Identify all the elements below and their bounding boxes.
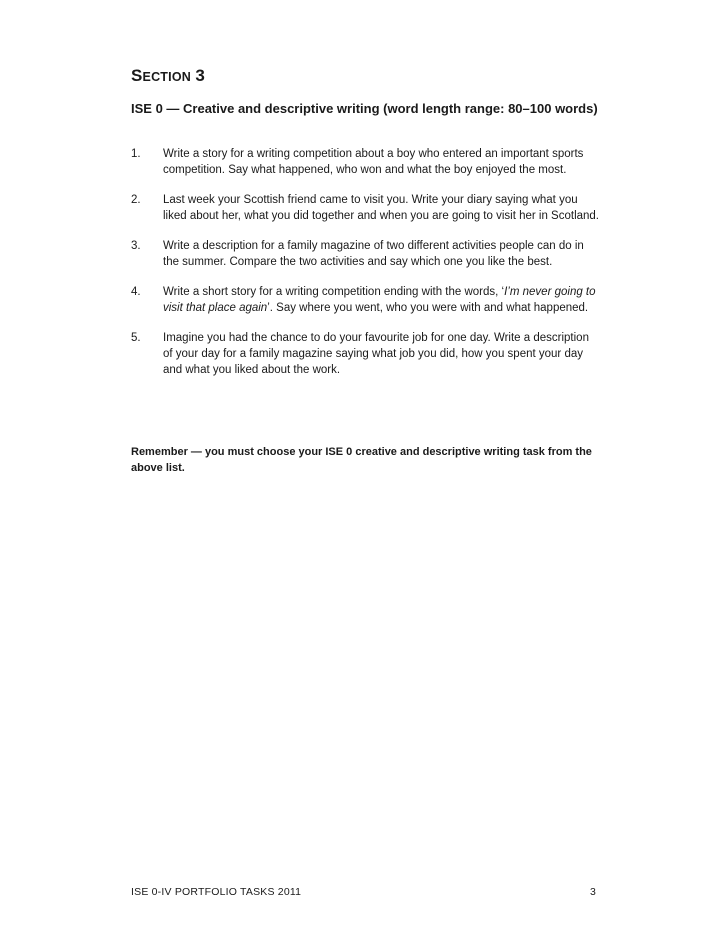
task-number: 3. xyxy=(131,240,141,252)
task-item xyxy=(131,192,601,224)
task-item xyxy=(131,146,601,178)
task-number: 1. xyxy=(131,148,141,160)
task-text: Write a story for a writing competition about a boy who entered an important sports competition. Say what happened, who won and what the boy enjoyed the most. xyxy=(163,148,584,176)
task-text-quote: I’m never going to visit that place again xyxy=(163,286,596,314)
task-list xyxy=(131,146,601,392)
task-text xyxy=(163,284,601,316)
footer-title: ISE 0-IV PORTFOLIO TASKS 2011 xyxy=(131,886,302,898)
task-text-after: ’. Say where you went, who you were with and what happened. xyxy=(267,302,589,314)
task-number: 5. xyxy=(131,332,141,344)
page-number: 3 xyxy=(590,886,596,898)
task-text: Write a description for a family magazine of two different activities people can do in the summer. Compare the two activities and say which one you like the best. xyxy=(163,240,584,268)
task-text: Last week your Scottish friend came to visit you. Write your diary saying what you liked about her, what you did together and when you are going to visit her in Scotland. xyxy=(163,194,600,222)
reminder-note: Remember — you must choose your ISE 0 creative and descriptive writing task from the above list. xyxy=(131,446,592,474)
task-heading: ISE 0 — Creative and descriptive writing (word length range: 80–100 words) xyxy=(131,101,598,116)
task-text: Imagine you had the chance to do your favourite job for one day. Write a description of your day for a family magazine saying what job you did, how you spent your day and what you liked about the work. xyxy=(163,332,589,376)
section-heading-initial: S xyxy=(131,66,143,85)
section-heading-number: 3 xyxy=(195,66,206,85)
task-item xyxy=(131,284,601,316)
section-heading xyxy=(131,66,205,86)
section-heading-rest: ECTION xyxy=(142,70,191,84)
task-number: 2. xyxy=(131,194,141,206)
task-item xyxy=(131,330,601,378)
task-number: 4. xyxy=(131,286,141,298)
task-item xyxy=(131,238,601,270)
task-text-before: Write a short story for a writing competition ending with the words, ‘ xyxy=(163,286,505,298)
